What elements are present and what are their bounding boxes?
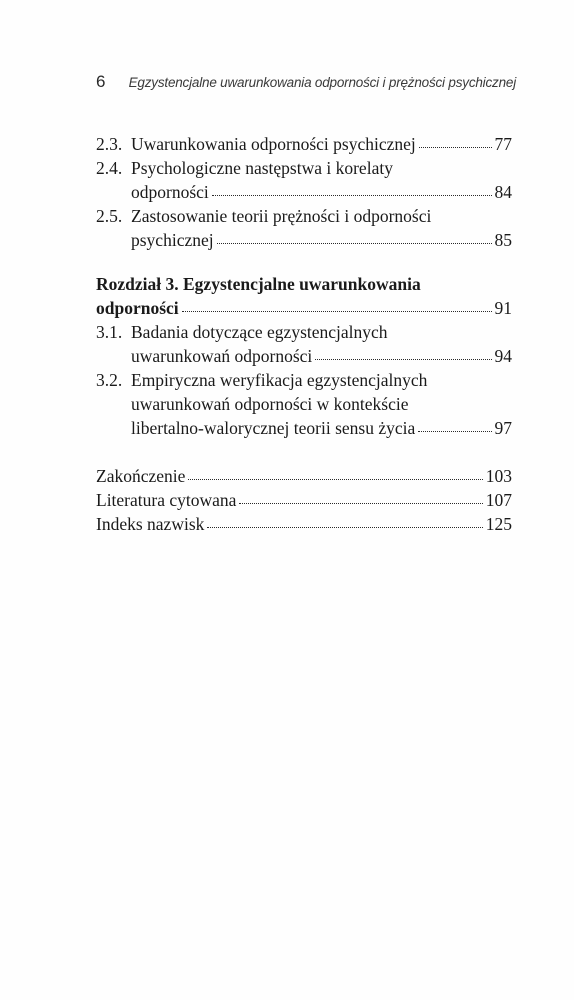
toc-entry-2-3[interactable] — [96, 132, 512, 156]
chapter-title-continued: odporności — [96, 298, 179, 318]
section-number: 2.3. — [96, 134, 123, 154]
entry-page: 97 — [494, 418, 512, 438]
entry-title-continued: psychicznej — [131, 230, 214, 250]
entry-title: Empiryczna weryfikacja egzystencjalnych — [131, 370, 428, 390]
entry-page: 77 — [494, 134, 512, 154]
toc-entry-3-1[interactable] — [96, 320, 512, 368]
entry-page: 84 — [494, 182, 512, 202]
entry-page: 107 — [485, 490, 512, 510]
entry-title: Psychologiczne następstwa i korelaty — [131, 158, 393, 178]
entry-title: Uwarunkowania odporności psychicznej — [131, 134, 416, 154]
running-title: Egzystencjalne uwarunkowania odporności i prężności psychicznej — [128, 75, 516, 90]
section-number: 3.2. — [96, 370, 123, 390]
page-number: 6 — [96, 72, 106, 91]
entry-title: Indeks nazwisk — [96, 514, 205, 534]
dot-leader — [212, 191, 492, 196]
entry-title: Badania dotyczące egzystencjalnych — [131, 322, 388, 342]
entry-title-continued: uwarunkowań odporności w kontekście — [131, 394, 409, 414]
entry-title: Zastosowanie teorii prężności i odporności — [131, 206, 432, 226]
toc-entry-zakonczenie[interactable] — [96, 464, 512, 488]
spacer — [96, 440, 512, 464]
dot-leader — [217, 239, 492, 244]
entry-page: 94 — [494, 346, 512, 366]
entry-title: Zakończenie — [96, 466, 186, 486]
section-number: 3.1. — [96, 322, 123, 342]
toc-entry-3-2[interactable] — [96, 368, 512, 440]
entry-title-continued: uwarunkowań odporności — [131, 346, 313, 366]
spacer — [96, 252, 512, 272]
dot-leader — [239, 499, 482, 504]
entry-title-continued: libertalno-walorycznej teorii sensu życia — [131, 418, 416, 438]
entry-page: 85 — [494, 230, 512, 250]
toc-entry-2-4[interactable] — [96, 156, 512, 204]
entry-page: 125 — [485, 514, 512, 534]
toc-entry-indeks[interactable] — [96, 512, 512, 536]
dot-leader — [315, 355, 491, 360]
dot-leader — [418, 427, 491, 432]
section-number: 2.4. — [96, 158, 123, 178]
toc-entry-2-5[interactable] — [96, 204, 512, 252]
toc-entry-literatura[interactable] — [96, 488, 512, 512]
entry-title-continued: odporności — [131, 182, 209, 202]
dot-leader — [207, 523, 482, 528]
toc-chapter-3[interactable] — [96, 272, 512, 320]
entry-title: Literatura cytowana — [96, 490, 237, 510]
dot-leader — [182, 307, 492, 312]
dot-leader — [419, 143, 492, 148]
chapter-page: 91 — [494, 298, 512, 318]
chapter-title: Rozdział 3. Egzystencjalne uwarunkowania — [96, 274, 421, 294]
dot-leader — [188, 475, 482, 480]
page-header — [96, 72, 516, 98]
table-of-contents — [96, 132, 512, 536]
entry-page: 103 — [485, 466, 512, 486]
section-number: 2.5. — [96, 206, 123, 226]
